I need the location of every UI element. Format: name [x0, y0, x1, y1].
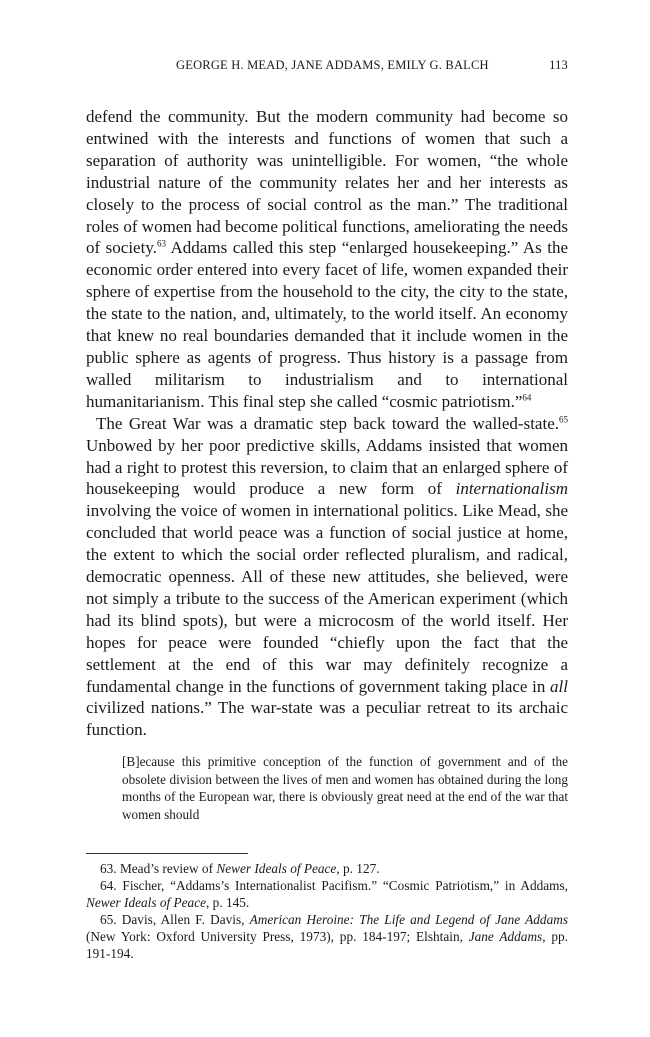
footnote-text: 65. Davis, Allen F. Davis,: [100, 912, 250, 928]
footnote-65: [86, 911, 568, 962]
running-title: GEORGE H. MEAD, JANE ADDAMS, EMILY G. BALCH: [176, 58, 489, 72]
footnote-text: , pp. 191-194.: [86, 929, 568, 962]
footnote-ref-65: 65: [559, 414, 568, 425]
paragraph-text: The Great War was a dramatic step back toward the walled-state.: [96, 413, 559, 433]
emphasis-internationalism: internationalism: [455, 479, 568, 499]
footnote-text: , p. 127.: [336, 861, 380, 877]
footnote-text: (New York: Oxford University Press, 1973), pp. 184-197; Elshtain,: [86, 929, 469, 945]
footnotes: [86, 860, 568, 962]
footnote-title: Newer Ideals of Peace: [216, 861, 337, 877]
footnote-title: American Heroine: The Life and Legend of Jane Addams: [249, 912, 568, 928]
body-text: [86, 106, 568, 741]
footnote-divider: [86, 853, 248, 854]
block-quote: [B]ecause this primitive conception of the function of government and of the obsolete division between the lives of men and women has obtained during the long months of the European war, there is obviously great need at the end of the war that women should: [122, 754, 568, 822]
book-page: [86, 58, 568, 962]
footnote-64: [86, 877, 568, 911]
emphasis-all: all: [550, 676, 568, 696]
footnote-63: [86, 860, 568, 877]
footnote-title: Jane Addams: [468, 929, 543, 945]
footnote-text: 63. Mead’s review of: [100, 861, 217, 877]
running-head: [86, 58, 568, 82]
footnote-ref-64: 64: [522, 392, 532, 403]
footnote-text: , p. 145.: [206, 895, 250, 911]
footnote-title: Newer Ideals of Peace: [86, 895, 207, 911]
page-number: 113: [549, 58, 568, 72]
paragraph-text: Addams called this step “enlarged housekeeping.” As the economic order entered into every facet of life, women expanded their sphere of expertise from the household to the city, the city to the state, the state to the nation, and, ultimately, to the world itself. An economy that knew no real boundaries demanded that it include women in the public sphere as agents of progress. Thus history is a passage from walled militarism to industrialism and to international humanitarianism. This final step she called “cosmic patriotism.”: [86, 238, 568, 411]
paragraph-text: defend the community. But the modern community had become so entwined with the interests and functions of women that such a separation of authority was unintelligible. For women, “the whole industrial nature of the community relates her and her interests as closely to the process of social control as the man.” The traditional roles of women had become political functions, ameliorating the needs of society.: [86, 107, 568, 258]
paragraph-1: [86, 106, 568, 413]
paragraph-text: Unbowed by her poor predictive skills, Addams insisted that women had a right to protest this reversion, to claim that an enlarged sphere of housekeeping would produce a new form of: [86, 435, 568, 499]
footnote-text: 64. Fischer, “Addams’s Internationalist Pacifism.” “Cosmic Patriotism,” in Addams,: [100, 878, 568, 894]
footnote-ref-63: 63: [156, 238, 166, 249]
paragraph-text: involving the voice of women in international politics. Like Mead, she concluded that world peace was a function of social justice at home, the extent to which the social order reflected pluralism, and radical, democratic openness. All of these new attitudes, she believed, were not simply a tribute to the success of the American experiment (which had its blind spots), but were a microcosm of the world itself. Her hopes for peace were founded “chiefly upon the fact that the settlement at the end of this war may definitely recognize a fundamental change in the functions of government taking place in: [86, 501, 568, 696]
paragraph-2: [86, 413, 568, 742]
paragraph-text: civilized nations.” The war-state was a peculiar retreat to its archaic function.: [86, 698, 568, 740]
